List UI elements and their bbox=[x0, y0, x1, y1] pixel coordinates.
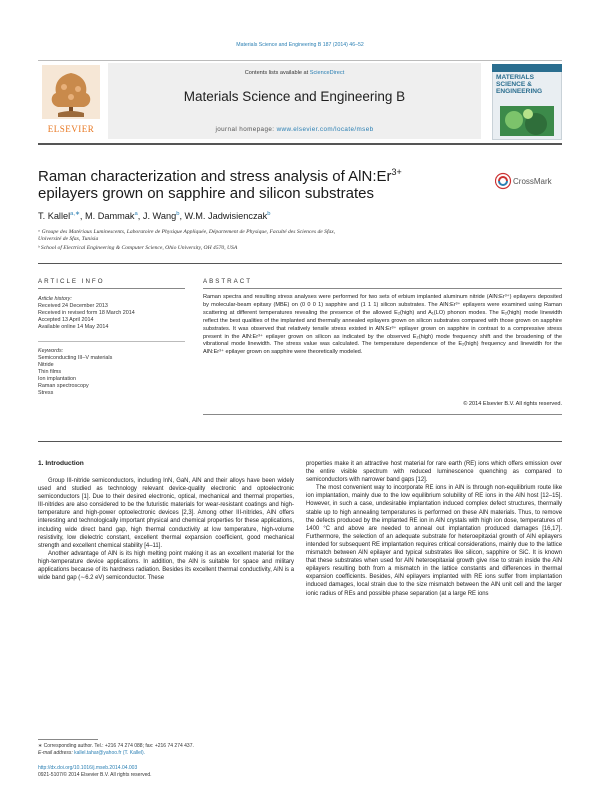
header-divider bbox=[38, 143, 562, 145]
doi-link[interactable]: http://dx.doi.org/10.1016/j.mseb.2014.04.003 bbox=[38, 765, 138, 771]
abstract-heading: ABSTRACT bbox=[203, 278, 253, 285]
abstract-copyright: © 2014 Elsevier B.V. All rights reserved. bbox=[463, 401, 562, 407]
journal-cover-band bbox=[492, 64, 562, 72]
body-column-left bbox=[38, 477, 294, 582]
keyword-item: Nitride bbox=[38, 362, 54, 368]
paragraph: Group III-nitride semiconductors, including InN, GaN, AlN and their alloys have been widely used and studied as technology relevant device-quality electronic and optoelectronic semiconductors [1]. Due to their desired electronic, optical, mechanical and thermal properties, III-nitrides are also considered to be the futuristic materials for wear-resistant coatings and high-temperature and high-power optoelectronic devices [2,3]. Among other III-nitrides, AlN offers interesting and technologically important physical and chemical properties for these applications, including wide direct band gap, high thermal conductivity at low temperature, high-volume resistivity, low dielectric constant, excellent thermal expansion coefficient, good mechanical strength and excellent chemical stability [4–11]. bbox=[38, 478, 294, 549]
keywords-label: Keywords: bbox=[38, 348, 64, 354]
author-item[interactable]: T. Kallel$^{a,∗}$, bbox=[38, 211, 85, 222]
author-item[interactable]: J. Wang$^b$, bbox=[142, 211, 185, 222]
crossmark-logo[interactable] bbox=[495, 172, 555, 190]
header-divider-top bbox=[38, 60, 562, 61]
footnote-divider bbox=[38, 739, 98, 740]
email-label: E-mail address: bbox=[38, 750, 75, 756]
publisher-name: ELSEVIER bbox=[47, 124, 95, 134]
affiliation-b: ᵇ School of Electrical Engineering & Computer Science, Ohio University, OH 4570, USA bbox=[38, 245, 238, 251]
history-label: Article history: bbox=[38, 296, 72, 302]
keyword-item: Thin films bbox=[38, 369, 62, 375]
author-item[interactable]: W.M. Jadwisienczak$^b$ bbox=[184, 211, 271, 222]
history-online: Available online 14 May 2014 bbox=[38, 324, 109, 330]
contents-line bbox=[108, 70, 481, 76]
keyword-item: Raman spectroscopy bbox=[38, 383, 89, 389]
journal-citation[interactable]: Materials Science and Engineering B 187 (2014) 46–52 bbox=[236, 42, 364, 48]
homepage-link[interactable]: www.elsevier.com/locate/mseb bbox=[276, 126, 374, 133]
body-column-right bbox=[306, 460, 562, 598]
keyword-item: Semiconducting III–V materials bbox=[38, 355, 113, 361]
homepage-label: journal homepage: bbox=[215, 126, 277, 133]
paragraph: Another advantage of AlN is its high melting point making it as an excellent material for the high-temperature device applications. In addition, the AlN is suitable for space and military applications because of its hardness radiation. Besides its excellent thermal conductivity, AlN is a wide band gap (∼6.2 eV) semiconductor. These bbox=[38, 550, 294, 582]
affiliation-divider bbox=[38, 263, 562, 264]
abstract-divider bbox=[203, 288, 562, 289]
journal-cover-title: MATERIALS SCIENCE & ENGINEERING bbox=[496, 74, 543, 95]
contents-prefix: Contents lists available at bbox=[244, 70, 310, 76]
elsevier-tree-logo bbox=[38, 63, 104, 127]
article-title-main: Raman characterization and stress analysis of AlN:Er bbox=[38, 168, 392, 185]
body-divider bbox=[38, 441, 562, 442]
corresponding-author-note: ∗ Corresponding author. Tel.: +216 74 274 088; fax: +216 74 274 437. bbox=[38, 743, 194, 749]
paragraph: properties make it an attractive host material for rare earth (RE) ions which offers emission over the entire visible spectrum with reduced luminescence quenching as compared to semiconductors with narrower band gaps [12]. bbox=[306, 461, 562, 484]
history-accepted: Accepted 13 April 2014 bbox=[38, 317, 94, 323]
issn-line: 0921-5107/© 2014 Elsevier B.V. All rights reserved. bbox=[38, 772, 152, 778]
author-item[interactable]: M. Dammak$^a$, bbox=[84, 211, 143, 222]
article-title-rest: epilayers grown on sapphire and silicon substrates bbox=[38, 185, 375, 202]
journal-homepage bbox=[108, 126, 481, 133]
email-note bbox=[38, 750, 298, 757]
author-list bbox=[38, 211, 538, 221]
journal-cover-image bbox=[500, 106, 554, 136]
article-title-superscript: 3+ bbox=[391, 167, 402, 177]
keyword-item: Ion implantation bbox=[38, 376, 77, 382]
email-link[interactable]: kallel.tahar@yahoo.fr (T. Kallel). bbox=[74, 750, 146, 756]
paragraph: The most convenient way to incorporate RE ions in AlN is through non-equilibrium route like ion implantation, mainly due to the low equilibrium solubility of RE ions in the AlN host [12–15]. However, in such a case, undesirable implantation induced complex defect structures, thermally stable up to high annealing temperatures is performed on these AlN materials. Thus, to remove the defects produced by the implanted RE ion in AlN crystals with high ion dose, temperatures of 1400 °C and above are needed to anneal out implantation produced damages [16,17]. Furthermore, the selection of an adequate substrate for heteroepitaxial growth of AlN epilayers intended for subsequent RE implantation requires critical considerations, mainly due to the lattice mismatch between AlN epilayer and typical substrates like silicon, sapphire or SiC. It is known that these substrates when used for AlN heteroepitaxial growth give rise to strain inside the AlN epilayers resulting both from a mismatch in the lattice constants and differences in thermal expansion coefficients. Besides, AlN epilayers implanted with RE ions suffer from implantation induced damages, local strain due to the size mismatch between the AlN unit cell and the larger ionic radius of REs and possible phase separation (at a large RE ions bbox=[306, 485, 562, 597]
abstract-bottom-divider bbox=[203, 414, 562, 415]
keywords-divider bbox=[38, 341, 185, 342]
crossmark-label: CrossMark bbox=[513, 177, 552, 186]
history-revised: Received in revised form 18 March 2014 bbox=[38, 310, 135, 316]
section-heading-introduction: 1. Introduction bbox=[38, 460, 84, 467]
abstract-text: Raman spectra and resulting stress analyses were performed for two sets of erbium implanted aluminum nitride (AlN:Er³⁺) epilayers deposited by molecular-beam epitaxy (MBE) on (0 0 0 1) sapphire and (1 1 1) silicon substrates. The AlN:Er³⁺ epilayers were examined using Raman scattering at different temperatures revealing the presence of the allowed E₂(high) and A₁(LO) phonon modes. The E₂(high) mode linewidth reflect the best qualities of the implanted and thermally annealed epilayers grown on silicon substrates compared with those grown on sapphire substrates. It was observed that relatively tensile stress existed in AlN:Er³⁺ epilayer grown on sapphire in contrast to a compressive stress present in the AlN:Er³⁺ epilayer grown on silicon as indicated by the observed E₂(high) mode frequency shift and the broadening of the vibrational mode linewidth. The stress value was calculated. The temperature dependence of the E₂(high) frequency and linewidth for the AlN:Er³⁺ epilayer grown on sapphire were theoretically modeled. bbox=[203, 294, 562, 356]
sciencedirect-link[interactable]: ScienceDirect bbox=[309, 70, 345, 76]
journal-title: Materials Science and Engineering B bbox=[183, 89, 406, 104]
history-received: Received 24 December 2013 bbox=[38, 303, 108, 309]
article-title bbox=[38, 164, 458, 202]
keyword-item: Stress bbox=[38, 390, 54, 396]
article-info-divider bbox=[38, 288, 185, 289]
article-info-heading: ARTICLE INFO bbox=[38, 278, 105, 285]
affiliation-a: ᵃ Groupe des Matériaux Luminescents, Laboratoire de Physique Appliquée, Département de Physique, Faculté des Sciences de Sfax, bbox=[38, 229, 336, 235]
affiliation-a-continued: Université de Sfax, Tunisia bbox=[38, 236, 99, 242]
